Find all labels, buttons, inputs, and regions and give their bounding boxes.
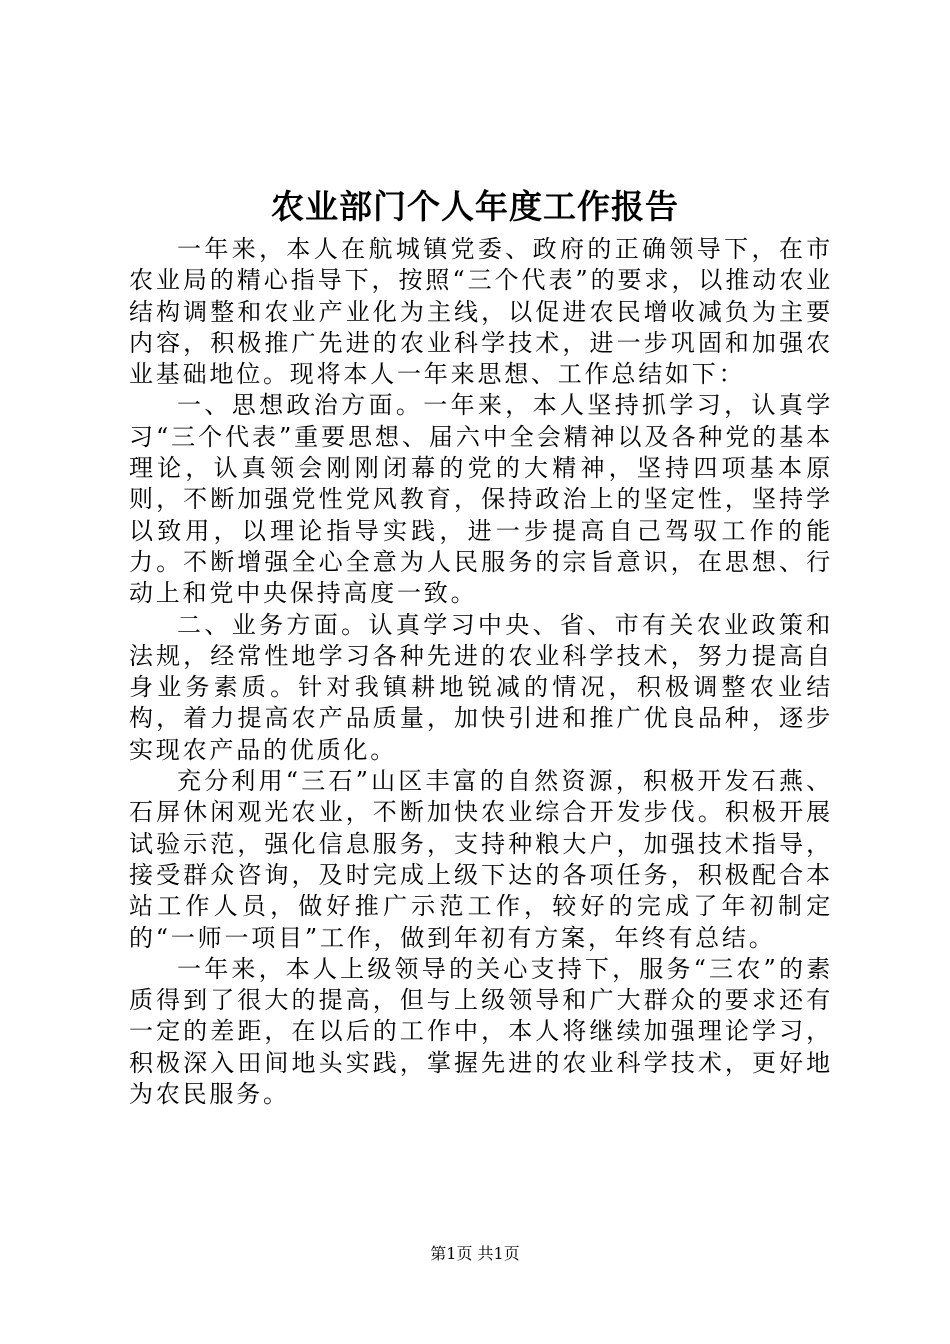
document-body (129, 234, 833, 1110)
page-number-footer: 第1页 共1页 (430, 1244, 520, 1263)
document-title: 农业部门个人年度工作报告 (271, 187, 679, 226)
paragraph-political-thought: 一、思想政治方面。一年来，本人坚持抓学习，认真学习“三个代表”重要思想、届六中全会精神以及各种党的基本理论，认真领会刚刚闭幕的党的大精神，坚持四项基本原则，不断加强党性党风教育，保持政治上的坚定性，坚持学以致用，以理论指导实践，进一步提高自己驾驭工作的能力。不断增强全心全意为人民服务的宗旨意识，在思想、行动上和党中央保持高度一致。 (129, 391, 833, 608)
paragraph-business: 二、业务方面。认真学习中央、省、市有关农业政策和法规，经常性地学习各种先进的农业科学技术，努力提高自身业务素质。针对我镇耕地锐减的情况，积极调整农业结构，着力提高农产品质量，加快引进和推广优良品种，逐步实现农产品的优质化。 (129, 610, 833, 764)
paragraph-resources: 充分利用“三石”山区丰富的自然资源，积极开发石燕、石屏休闲观光农业，不断加快农业综合开发步伐。积极开展试验示范，强化信息服务，支持种粮大户，加强技术指导，接受群众咨询，及时完成上级下达的各项任务，积极配合本站工作人员，做好推广示范工作，较好的完成了年初制定的“一师一项目”工作，做到年初有方案，年终有总结。 (129, 767, 833, 952)
paragraph-conclusion: 一年来，本人上级领导的关心支持下，服务“三农”的素质得到了很大的提高，但与上级领导和广大群众的要求还有一定的差距，在以后的工作中，本人将继续加强理论学习，积极深入田间地头实践，掌握先进的农业科学技术，更好地为农民服务。 (129, 954, 833, 1109)
paragraph-intro: 一年来，本人在航城镇党委、政府的正确领导下，在市农业局的精心指导下，按照“三个代表”的要求，以推动农业结构调整和农业产业化为主线，以促进农民增收减负为主要内容，积极推广先进的农业科学技术，进一步巩固和加强农业基础地位。现将本人一年来思想、工作总结如下： (129, 235, 833, 389)
